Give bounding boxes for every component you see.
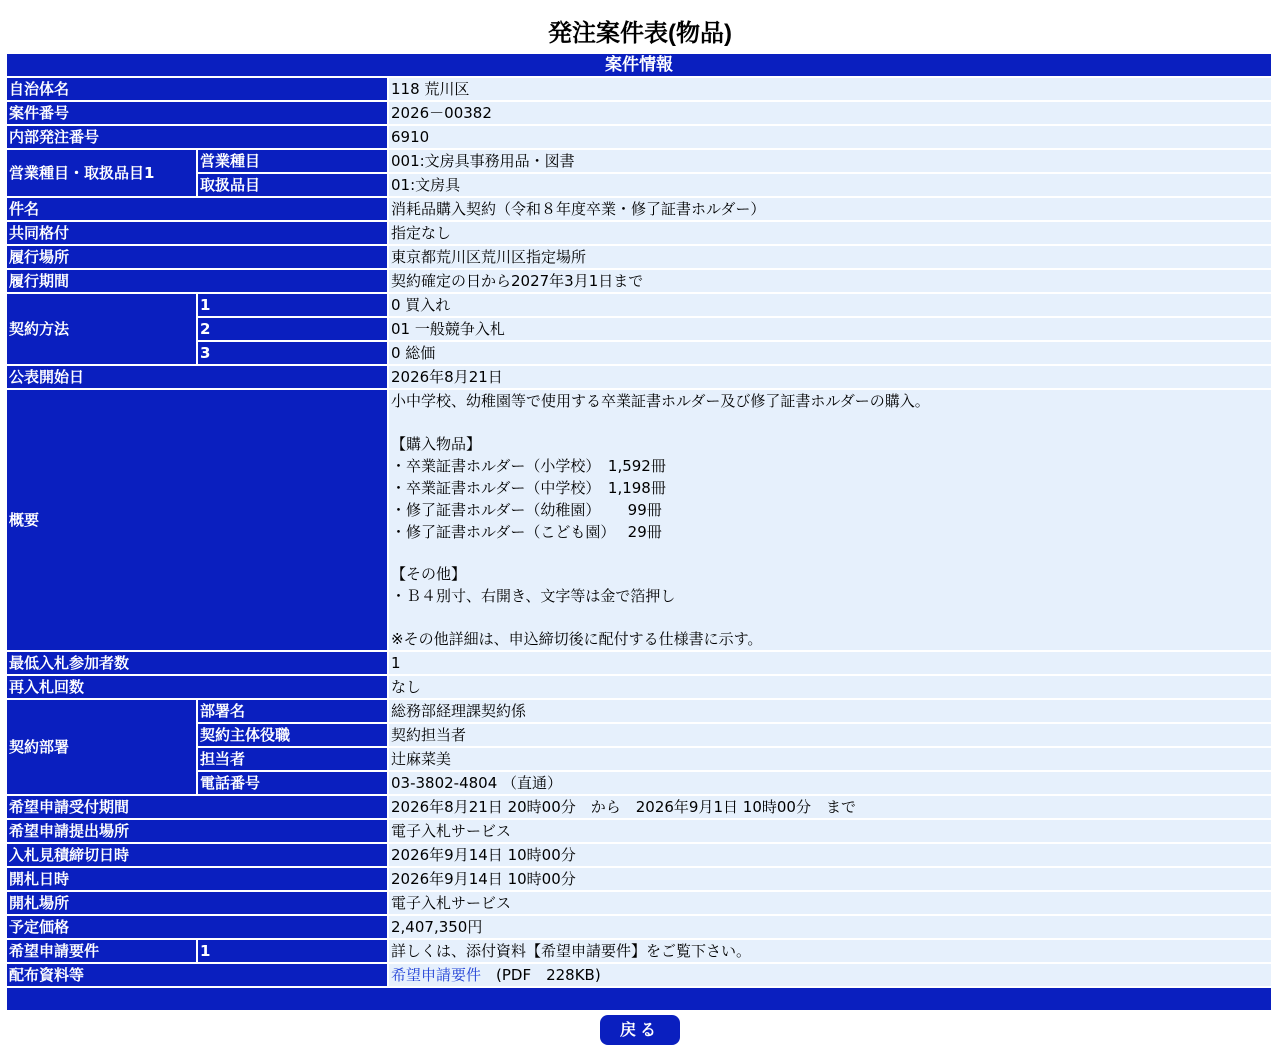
label-application-requirements-1: 1 [198,940,389,964]
label-municipality: 自治体名 [7,78,389,102]
value-period: 契約確定の日から2027年3月1日まで [389,270,1273,294]
value-phone: 03-3802-4804 （直通） [389,772,1273,796]
overview-line [391,412,1269,433]
value-business-type: 001:文房具事務用品・図書 [389,150,1273,174]
requirements-pdf-link[interactable]: 希望申請要件 [391,965,482,984]
label-application-period: 希望申請受付期間 [7,796,389,820]
value-municipality: 118 荒川区 [389,78,1273,102]
value-planned-price: 2,407,350円 [389,916,1273,940]
label-internal-order-number: 内部発注番号 [7,126,389,150]
row-subject [7,198,1273,222]
row-application-period [7,796,1273,820]
value-opening-place: 電子入札サービス [389,892,1273,916]
label-business-type: 営業種目 [198,150,389,174]
row-opening-datetime [7,868,1273,892]
row-case-number [7,102,1273,126]
row-distribution-docs [7,964,1273,988]
value-dept-name: 総務部経理課契約係 [389,700,1273,724]
value-min-bidders: 1 [389,652,1273,676]
row-opening-place [7,892,1273,916]
footer-bar [7,988,1273,1012]
label-application-requirements: 希望申請要件 [7,940,198,964]
label-distribution-docs: 配布資料等 [7,964,389,988]
row-rebid-count [7,676,1273,700]
label-case-number: 案件番号 [7,102,389,126]
row-place [7,246,1273,270]
value-handled-item: 01:文房具 [389,174,1273,198]
label-business-category: 営業種目・取扱品目1 [7,150,198,198]
overview-line [391,543,1269,564]
label-bid-deadline: 入札見積締切日時 [7,844,389,868]
value-person-in-charge: 辻麻菜美 [389,748,1273,772]
label-handled-item: 取扱品目 [198,174,389,198]
row-bid-deadline [7,844,1273,868]
row-business-category [7,150,1273,174]
label-planned-price: 予定価格 [7,916,389,940]
label-contract-dept: 契約部署 [7,700,198,796]
value-application-period: 2026年8月21日 20時00分 から 2026年9月1日 10時00分 まで [389,796,1273,820]
label-min-bidders: 最低入札参加者数 [7,652,389,676]
row-planned-price [7,916,1273,940]
label-contract-method-3: 3 [198,342,389,366]
row-dept-name [7,700,1273,724]
label-contract-method-2: 2 [198,318,389,342]
label-contract-method-1: 1 [198,294,389,318]
value-internal-order-number: 6910 [389,126,1273,150]
value-subject: 消耗品購入契約（令和８年度卒業・修了証書ホルダー） [389,198,1273,222]
overview-line: ・修了証書ホルダー（幼稚園） 99冊 [391,500,662,519]
row-min-bidders [7,652,1273,676]
label-opening-datetime: 開札日時 [7,868,389,892]
label-contract-method: 契約方法 [7,294,198,366]
section-header: 案件情報 [7,54,1273,78]
label-rebid-count: 再入札回数 [7,676,389,700]
value-distribution-docs [389,964,1273,988]
overview-line: ※その他詳細は、申込締切後に配付する仕様書に示す。 [391,629,763,648]
back-button[interactable]: 戻る [600,1015,680,1045]
value-application-place: 電子入札サービス [389,820,1273,844]
label-overview: 概要 [7,390,389,652]
row-application-place [7,820,1273,844]
overview-line [391,607,1269,628]
value-rebid-count: なし [389,676,1273,700]
label-phone: 電話番号 [198,772,389,796]
row-internal-order-number [7,126,1273,150]
label-publish-date: 公表開始日 [7,366,389,390]
label-subject: 件名 [7,198,389,222]
value-application-requirements: 詳しくは、添付資料【希望申請要件】をご覧下さい。 [389,940,1273,964]
row-municipality [7,78,1273,102]
value-place: 東京都荒川区荒川区指定場所 [389,246,1273,270]
label-opening-place: 開札場所 [7,892,389,916]
page-title: 発注案件表(物品) [548,20,732,47]
row-overview [7,390,1273,652]
case-info-table [7,54,1273,1012]
row-joint-rating [7,222,1273,246]
overview-line: 小中学校、幼稚園等で使用する卒業証書ホルダー及び修了証書ホルダーの購入。 [391,392,930,410]
value-contract-role: 契約担当者 [389,724,1273,748]
label-joint-rating: 共同格付 [7,222,389,246]
overview-line: ・卒業証書ホルダー（小学校） 1,592冊 [391,456,666,475]
value-bid-deadline: 2026年9月14日 10時00分 [389,844,1273,868]
label-dept-name: 部署名 [198,700,389,724]
label-application-place: 希望申請提出場所 [7,820,389,844]
label-contract-role: 契約主体役職 [198,724,389,748]
overview-line: ・Ｂ４別寸、右開き、文字等は金で箔押し [391,587,676,606]
row-contract-method-1 [7,294,1273,318]
label-place: 履行場所 [7,246,389,270]
overview-line: ・修了証書ホルダー（こども園） 29冊 [391,522,662,541]
row-application-requirements [7,940,1273,964]
pdf-size-note: (PDF 228KB) [481,965,601,984]
label-period: 履行期間 [7,270,389,294]
row-period [7,270,1273,294]
value-publish-date: 2026年8月21日 [389,366,1273,390]
overview-line: ・卒業証書ホルダー（中学校） 1,198冊 [391,478,666,497]
value-overview [389,390,1273,652]
overview-line: 【その他】 [391,565,467,584]
value-opening-datetime: 2026年9月14日 10時00分 [389,868,1273,892]
value-contract-method-3: 0 総価 [389,342,1273,366]
label-person-in-charge: 担当者 [198,748,389,772]
value-case-number: 2026－00382 [389,102,1273,126]
row-publish-date [7,366,1273,390]
value-contract-method-1: 0 買入れ [389,294,1273,318]
value-joint-rating: 指定なし [389,222,1273,246]
value-contract-method-2: 01 一般競争入札 [389,318,1273,342]
overview-line: 【購入物品】 [391,434,482,453]
